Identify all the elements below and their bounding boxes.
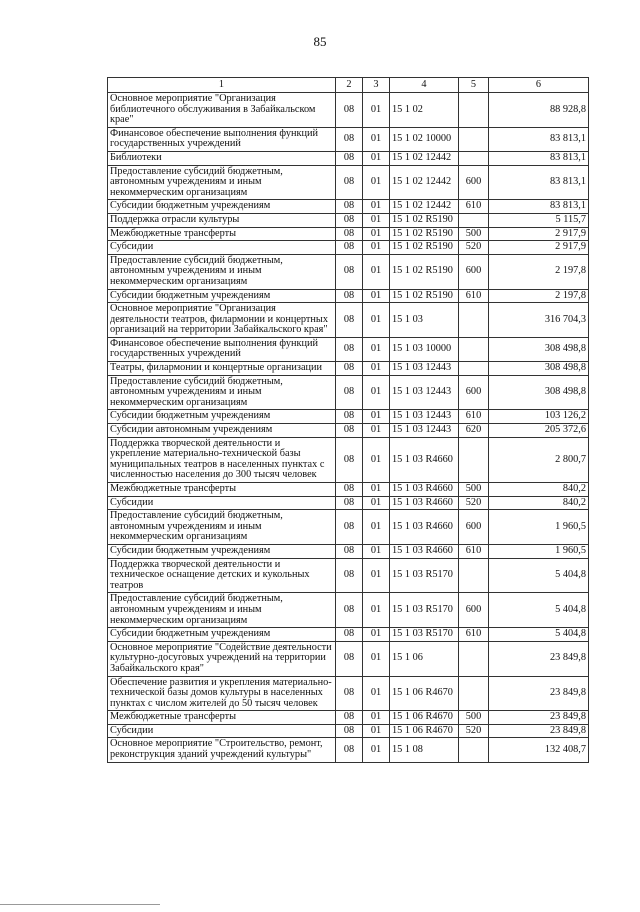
row-name-cell: Основное мероприятие "Содействие деятельности культурно-досуговых учреждений на территории Забайкальского края"	[108, 641, 336, 676]
row-name-cell: Обеспечение развития и укрепления материально-технической базы домов культуры в населенных пунктах с числом жителей до 50 тысяч человек	[108, 676, 336, 711]
row-c6-cell: 316 704,3	[489, 303, 589, 338]
row-c2-cell: 08	[336, 483, 363, 497]
row-c5-cell: 520	[459, 241, 489, 255]
header-cell: 2	[336, 78, 363, 93]
row-c6-cell: 840,2	[489, 483, 589, 497]
row-c5-cell	[459, 337, 489, 361]
row-c6-cell: 23 849,8	[489, 641, 589, 676]
table-row	[108, 724, 589, 738]
table-row	[108, 200, 589, 214]
header-cell: 3	[363, 78, 390, 93]
row-c3-cell: 01	[363, 254, 390, 289]
row-c3-cell: 01	[363, 738, 390, 762]
row-c5-cell: 610	[459, 544, 489, 558]
row-name-cell: Библиотеки	[108, 151, 336, 165]
row-c3-cell: 01	[363, 544, 390, 558]
row-c6-cell: 5 404,8	[489, 628, 589, 642]
row-c5-cell	[459, 93, 489, 128]
row-c6-cell: 23 849,8	[489, 711, 589, 725]
row-c4-cell: 15 1 03 12443	[390, 424, 459, 438]
row-c3-cell: 01	[363, 724, 390, 738]
row-c6-cell: 83 813,1	[489, 151, 589, 165]
row-c3-cell: 01	[363, 375, 390, 410]
table-row	[108, 375, 589, 410]
table-row	[108, 337, 589, 361]
row-name-cell: Субсидии бюджетным учреждениям	[108, 628, 336, 642]
table-row	[108, 711, 589, 725]
scan-artifact-line	[0, 904, 160, 905]
row-c5-cell	[459, 303, 489, 338]
row-c6-cell: 2 800,7	[489, 437, 589, 482]
table-row	[108, 303, 589, 338]
header-cell: 1	[108, 78, 336, 93]
row-c2-cell: 08	[336, 593, 363, 628]
row-c2-cell: 08	[336, 375, 363, 410]
row-c5-cell: 610	[459, 628, 489, 642]
row-c4-cell: 15 1 02 12442	[390, 200, 459, 214]
table-row	[108, 424, 589, 438]
table-row	[108, 254, 589, 289]
row-c3-cell: 01	[363, 151, 390, 165]
row-c4-cell: 15 1 03 R5170	[390, 628, 459, 642]
row-c3-cell: 01	[363, 93, 390, 128]
table-row	[108, 510, 589, 545]
row-c6-cell: 88 928,8	[489, 93, 589, 128]
row-c4-cell: 15 1 02 R5190	[390, 213, 459, 227]
row-c5-cell	[459, 213, 489, 227]
row-c2-cell: 08	[336, 496, 363, 510]
table-row	[108, 483, 589, 497]
row-c6-cell: 1 960,5	[489, 544, 589, 558]
row-c4-cell: 15 1 03 12443	[390, 375, 459, 410]
row-c5-cell: 610	[459, 200, 489, 214]
page-number: 85	[313, 34, 327, 49]
row-c6-cell: 5 404,8	[489, 558, 589, 593]
table-row	[108, 362, 589, 376]
row-c6-cell: 83 813,1	[489, 165, 589, 200]
row-c3-cell: 01	[363, 437, 390, 482]
row-c2-cell: 08	[336, 200, 363, 214]
row-c4-cell: 15 1 02 R5190	[390, 227, 459, 241]
row-c6-cell: 23 849,8	[489, 676, 589, 711]
row-c4-cell: 15 1 03 R4660	[390, 437, 459, 482]
row-c4-cell: 15 1 08	[390, 738, 459, 762]
row-c3-cell: 01	[363, 165, 390, 200]
row-name-cell: Финансовое обеспечение выполнения функций государственных учреждений	[108, 127, 336, 151]
row-name-cell: Основное мероприятие "Организация библиотечного обслуживания в Забайкальском крае"	[108, 93, 336, 128]
row-name-cell: Основное мероприятие "Строительство, ремонт, реконструкция зданий учреждений культуры"	[108, 738, 336, 762]
row-name-cell: Поддержка творческой деятельности и техническое оснащение детских и кукольных театров	[108, 558, 336, 593]
row-c2-cell: 08	[336, 165, 363, 200]
row-c5-cell: 610	[459, 289, 489, 303]
row-c4-cell: 15 1 06	[390, 641, 459, 676]
row-name-cell: Предоставление субсидий бюджетным, автономным учреждениям и иным некоммерческим организациям	[108, 165, 336, 200]
header-cell: 5	[459, 78, 489, 93]
row-c6-cell: 840,2	[489, 496, 589, 510]
table-row	[108, 544, 589, 558]
row-c2-cell: 08	[336, 289, 363, 303]
table-row	[108, 410, 589, 424]
table-row	[108, 558, 589, 593]
row-c2-cell: 08	[336, 738, 363, 762]
row-name-cell: Межбюджетные трансферты	[108, 227, 336, 241]
row-c4-cell: 15 1 03 R4660	[390, 510, 459, 545]
table-row	[108, 213, 589, 227]
row-c6-cell: 5 404,8	[489, 593, 589, 628]
row-c3-cell: 01	[363, 227, 390, 241]
row-name-cell: Основное мероприятие "Организация деятельности театров, филармонии и концертных организаций на территории Забайкальского края"	[108, 303, 336, 338]
row-name-cell: Субсидии бюджетным учреждениям	[108, 544, 336, 558]
row-c2-cell: 08	[336, 628, 363, 642]
row-c5-cell: 520	[459, 496, 489, 510]
row-c3-cell: 01	[363, 127, 390, 151]
row-c4-cell: 15 1 03 R5170	[390, 593, 459, 628]
row-c5-cell: 620	[459, 424, 489, 438]
row-c4-cell: 15 1 03 12443	[390, 410, 459, 424]
row-c6-cell: 1 960,5	[489, 510, 589, 545]
row-name-cell: Предоставление субсидий бюджетным, автономным учреждениям и иным некоммерческим организациям	[108, 510, 336, 545]
row-c5-cell	[459, 738, 489, 762]
row-name-cell: Субсидии автономным учреждениям	[108, 424, 336, 438]
row-c4-cell: 15 1 03 12443	[390, 362, 459, 376]
row-c6-cell: 83 813,1	[489, 127, 589, 151]
table-row	[108, 227, 589, 241]
row-c2-cell: 08	[336, 254, 363, 289]
row-c3-cell: 01	[363, 241, 390, 255]
row-name-cell: Субсидии бюджетным учреждениям	[108, 289, 336, 303]
table-row	[108, 496, 589, 510]
row-c3-cell: 01	[363, 289, 390, 303]
row-c3-cell: 01	[363, 213, 390, 227]
row-c2-cell: 08	[336, 424, 363, 438]
row-c4-cell: 15 1 03 R4660	[390, 483, 459, 497]
row-c4-cell: 15 1 06 R4670	[390, 676, 459, 711]
row-c5-cell: 610	[459, 410, 489, 424]
header-cell: 4	[390, 78, 459, 93]
row-c3-cell: 01	[363, 641, 390, 676]
row-name-cell: Субсидии бюджетным учреждениям	[108, 410, 336, 424]
row-c3-cell: 01	[363, 303, 390, 338]
table-row	[108, 93, 589, 128]
table-row	[108, 641, 589, 676]
row-c2-cell: 08	[336, 337, 363, 361]
row-c2-cell: 08	[336, 241, 363, 255]
row-c2-cell: 08	[336, 510, 363, 545]
row-c6-cell: 308 498,8	[489, 362, 589, 376]
row-c6-cell: 2 197,8	[489, 254, 589, 289]
row-c2-cell: 08	[336, 544, 363, 558]
table-row	[108, 738, 589, 762]
row-c2-cell: 08	[336, 213, 363, 227]
table-row	[108, 628, 589, 642]
row-c2-cell: 08	[336, 711, 363, 725]
header-cell: 6	[489, 78, 589, 93]
row-c6-cell: 308 498,8	[489, 375, 589, 410]
row-c6-cell: 308 498,8	[489, 337, 589, 361]
row-c3-cell: 01	[363, 558, 390, 593]
row-c3-cell: 01	[363, 200, 390, 214]
row-c3-cell: 01	[363, 628, 390, 642]
table-row	[108, 241, 589, 255]
row-c3-cell: 01	[363, 410, 390, 424]
row-c4-cell: 15 1 03 10000	[390, 337, 459, 361]
row-c4-cell: 15 1 02 R5190	[390, 241, 459, 255]
row-c6-cell: 132 408,7	[489, 738, 589, 762]
row-name-cell: Предоставление субсидий бюджетным, автономным учреждениям и иным некоммерческим организациям	[108, 375, 336, 410]
row-c3-cell: 01	[363, 362, 390, 376]
row-c2-cell: 08	[336, 724, 363, 738]
row-c3-cell: 01	[363, 676, 390, 711]
row-c2-cell: 08	[336, 303, 363, 338]
row-c5-cell	[459, 676, 489, 711]
table-row	[108, 151, 589, 165]
row-name-cell: Театры, филармонии и концертные организации	[108, 362, 336, 376]
row-c6-cell: 23 849,8	[489, 724, 589, 738]
row-c2-cell: 08	[336, 558, 363, 593]
row-name-cell: Финансовое обеспечение выполнения функций государственных учреждений	[108, 337, 336, 361]
row-name-cell: Предоставление субсидий бюджетным, автономным учреждениям и иным некоммерческим организациям	[108, 593, 336, 628]
row-c2-cell: 08	[336, 227, 363, 241]
row-name-cell: Предоставление субсидий бюджетным, автономным учреждениям и иным некоммерческим организациям	[108, 254, 336, 289]
row-name-cell: Субсидии	[108, 724, 336, 738]
row-c6-cell: 2 917,9	[489, 227, 589, 241]
row-c2-cell: 08	[336, 410, 363, 424]
row-c6-cell: 205 372,6	[489, 424, 589, 438]
row-c4-cell: 15 1 03 R4660	[390, 544, 459, 558]
row-c3-cell: 01	[363, 496, 390, 510]
row-c5-cell	[459, 558, 489, 593]
row-name-cell: Субсидии бюджетным учреждениям	[108, 200, 336, 214]
row-c5-cell: 600	[459, 165, 489, 200]
row-c5-cell	[459, 641, 489, 676]
row-c2-cell: 08	[336, 362, 363, 376]
row-name-cell: Субсидии	[108, 241, 336, 255]
row-c4-cell: 15 1 03 R5170	[390, 558, 459, 593]
row-c3-cell: 01	[363, 593, 390, 628]
row-name-cell: Межбюджетные трансферты	[108, 483, 336, 497]
row-c6-cell: 83 813,1	[489, 200, 589, 214]
budget-table	[107, 77, 589, 763]
row-c3-cell: 01	[363, 510, 390, 545]
row-name-cell: Межбюджетные трансферты	[108, 711, 336, 725]
table-row	[108, 437, 589, 482]
row-c2-cell: 08	[336, 151, 363, 165]
row-c3-cell: 01	[363, 337, 390, 361]
row-c6-cell: 2 917,9	[489, 241, 589, 255]
row-c5-cell	[459, 127, 489, 151]
row-c3-cell: 01	[363, 483, 390, 497]
table-row	[108, 289, 589, 303]
row-c5-cell	[459, 437, 489, 482]
row-c2-cell: 08	[336, 676, 363, 711]
row-c6-cell: 5 115,7	[489, 213, 589, 227]
table-row	[108, 676, 589, 711]
row-c4-cell: 15 1 02 12442	[390, 151, 459, 165]
row-c4-cell: 15 1 02 10000	[390, 127, 459, 151]
row-c5-cell: 500	[459, 711, 489, 725]
row-c2-cell: 08	[336, 641, 363, 676]
row-c5-cell: 500	[459, 483, 489, 497]
row-c4-cell: 15 1 02 R5190	[390, 254, 459, 289]
row-c6-cell: 2 197,8	[489, 289, 589, 303]
table-row	[108, 127, 589, 151]
row-c5-cell: 500	[459, 227, 489, 241]
row-c4-cell: 15 1 02 R5190	[390, 289, 459, 303]
row-c2-cell: 08	[336, 127, 363, 151]
row-c5-cell: 600	[459, 254, 489, 289]
row-c5-cell	[459, 151, 489, 165]
row-c5-cell: 600	[459, 510, 489, 545]
row-c5-cell: 520	[459, 724, 489, 738]
row-name-cell: Поддержка отрасли культуры	[108, 213, 336, 227]
row-c4-cell: 15 1 06 R4670	[390, 711, 459, 725]
table-header-row	[108, 78, 589, 93]
row-c4-cell: 15 1 03	[390, 303, 459, 338]
row-name-cell: Поддержка творческой деятельности и укрепление материально-технической базы муниципальных театров в населенных пунктах с численностью населения до 300 тысяч человек	[108, 437, 336, 482]
row-c6-cell: 103 126,2	[489, 410, 589, 424]
row-c5-cell	[459, 362, 489, 376]
row-c5-cell: 600	[459, 593, 489, 628]
row-c3-cell: 01	[363, 424, 390, 438]
row-c2-cell: 08	[336, 93, 363, 128]
table-row	[108, 165, 589, 200]
row-c2-cell: 08	[336, 437, 363, 482]
row-c4-cell: 15 1 02	[390, 93, 459, 128]
row-c3-cell: 01	[363, 711, 390, 725]
table-row	[108, 593, 589, 628]
row-c4-cell: 15 1 06 R4670	[390, 724, 459, 738]
row-c5-cell: 600	[459, 375, 489, 410]
row-c4-cell: 15 1 03 R4660	[390, 496, 459, 510]
row-name-cell: Субсидии	[108, 496, 336, 510]
row-c4-cell: 15 1 02 12442	[390, 165, 459, 200]
